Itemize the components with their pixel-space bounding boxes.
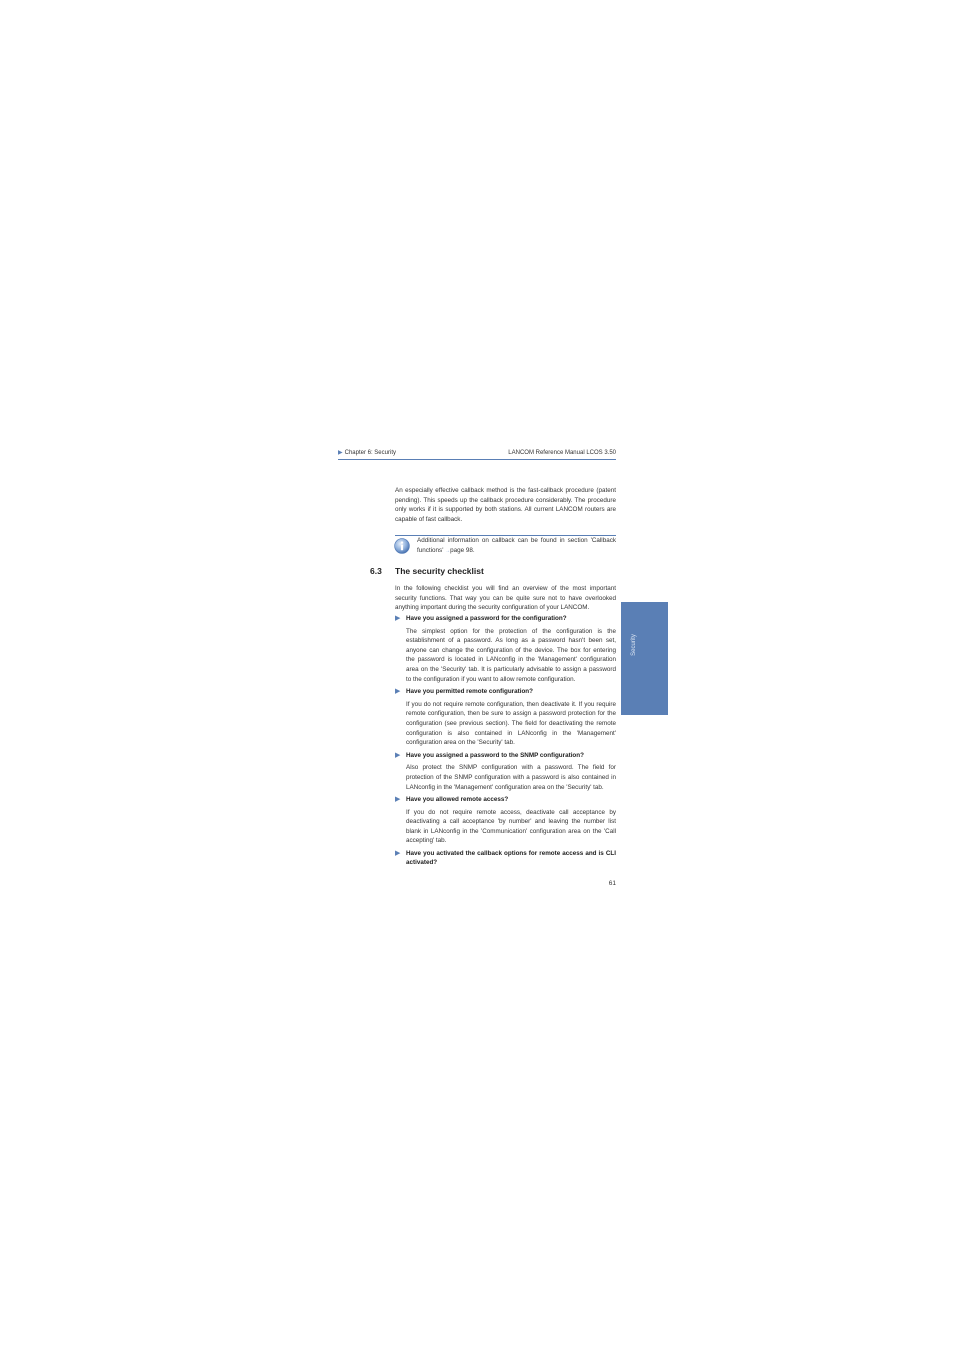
side-tab-label: Security: [630, 634, 637, 656]
page-number: 61: [608, 880, 616, 887]
checklist-question-text: Have you allowed remote access?: [406, 796, 509, 804]
checklist-question: [395, 796, 616, 805]
note-text-body: Additional information on callback can be found in section 'Callback functions': [417, 537, 616, 554]
checklist-question-text: Have you activated the callback options for remote access and is CLI activated?: [406, 850, 616, 866]
checklist-question-text: Have you assigned a password to the SNMP configuration?: [406, 751, 584, 759]
checklist-question: [395, 688, 616, 697]
chapter-side-tab: [621, 602, 668, 715]
checklist-item: [395, 850, 616, 867]
checklist-answer: Also protect the SNMP configuration with a password. The field for protection of the SNMP configuration with a password is also contained in LANconfig in the 'Management' configuration area on the 'Security' tab.: [406, 764, 616, 791]
note-text: [417, 536, 616, 556]
bullet-arrow-icon: ▶: [395, 796, 401, 804]
checklist-question: [395, 850, 616, 867]
section-title: The security checklist: [395, 566, 484, 576]
info-icon: [394, 538, 410, 554]
header-chapter-label: Chapter 6: Security: [344, 450, 396, 456]
bullet-arrow-icon: ▶: [395, 850, 401, 858]
bullet-arrow-icon: ▶: [395, 751, 401, 759]
header-manual-title: LANCOM Reference Manual LCOS 3.50: [508, 450, 616, 456]
checklist-item: [395, 615, 616, 684]
bullet-arrow-icon: ▶: [395, 615, 401, 622]
checklist-item: [395, 752, 616, 792]
checklist-item: [395, 688, 616, 748]
security-checklist: [395, 615, 616, 871]
note-page-ref[interactable]: page 98.: [450, 546, 475, 554]
header-rule: [338, 459, 616, 460]
checklist-question-text: Have you permitted remote configuration?: [406, 688, 534, 696]
checklist-question: [395, 615, 616, 624]
checklist-answer: The simplest option for the protection of the configuration is the establishment of a password. As long as a password hasn't been set, anyone can change the configuration of the device. The box for entering the password is located in LANconfig in the 'Management' configuration area on the 'Security' tab. It is particularly advisable to assign a password to the configuration if you want to allow remote configuration.: [406, 627, 616, 683]
bullet-arrow-icon: ▶: [395, 688, 401, 696]
section-lead-paragraph: In the following checklist you will find an overview of the most important security functions. That way you can be quite sure not to have overlooked anything important during the security configuration of your LANCOM.: [395, 585, 616, 612]
checklist-question: [395, 752, 616, 761]
intro-paragraph: An especially effective callback method is the fast-callback procedure (patent pending). This speeds up the callback procedure considerably. The procedure only works if it is supported by both stations. All current LANCOM routers are capable of fast callback.: [395, 487, 616, 523]
header-chapter: [338, 449, 396, 457]
header-arrow-icon: ▶: [338, 450, 343, 456]
checklist-answer: If you do not require remote configuration, then deactivate it. If you require remote configuration, then be sure to assign a password protection for the configuration (see previous section). The field for deactivating the remote configuration is also contained in LANconfig in the 'Management' configuration area on the 'Security' tab.: [406, 700, 616, 747]
checklist-question-text: Have you assigned a password for the configuration?: [406, 615, 567, 622]
checklist-answer: If you do not require remote access, deactivate call acceptance by deactivating a call acceptance 'by number' and leaving the number list blank in LANconfig in the 'Communication' configuration area on the 'Call accepting' tab.: [406, 808, 616, 845]
checklist-item: [395, 796, 616, 846]
page-ref-arrow-icon: →: [445, 547, 451, 554]
section-number: 6.3: [370, 566, 382, 576]
